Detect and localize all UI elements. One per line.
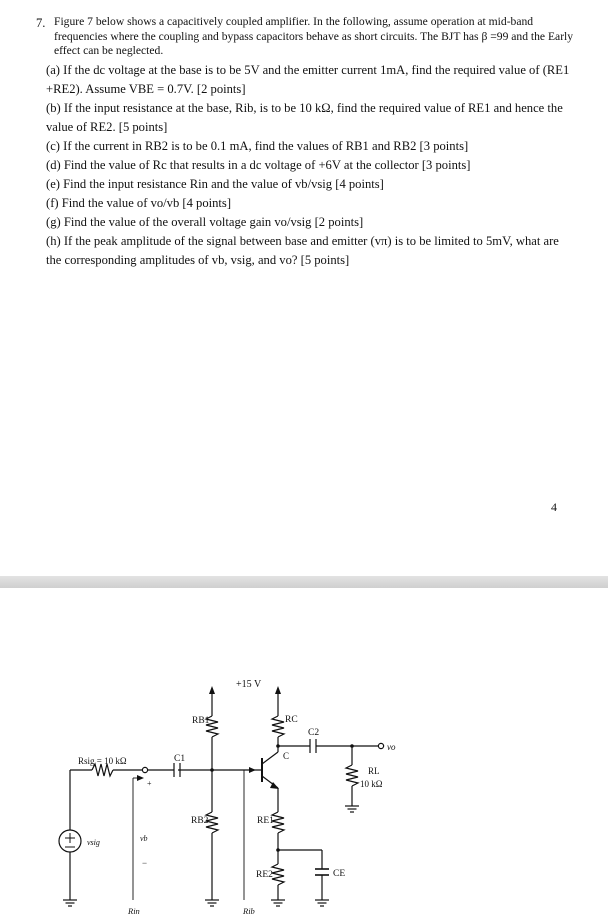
- part-g: (g) Find the value of the overall voltage gain vo/vsig [2 points]: [46, 214, 364, 229]
- question-intro-text: Figure 7 below shows a capacitively coupled amplifier. In the following, assume operation at mid-band frequencies where the coupling and bypass capacitors behave as short circuits. The BJT has β =99 and the Early effect can be neglected.: [54, 15, 574, 57]
- part-a: (a) If the dc voltage at the base is to be 5V and the emitter current 1mA, find the required value of (RE1 +RE2). Assume VBE = 0.7V. [2 points]: [46, 62, 570, 96]
- page-number: 4: [551, 500, 557, 514]
- part-h: (h) If the peak amplitude of the signal between base and emitter (vπ) is to be limited to 5mV, what are the corresponding amplitudes of vb, vsig, and vo? [5 points]: [46, 233, 559, 267]
- rb2-label: RB2: [191, 816, 209, 826]
- c2-capacitor: [310, 739, 316, 753]
- rc-label: RC: [285, 715, 298, 725]
- rib-label: Rib: [243, 906, 255, 916]
- supply-arrow-right: [275, 686, 281, 714]
- question-parts: [46, 61, 576, 270]
- part-d: (d) Find the value of Rc that results in a dc voltage of +6V at the collector [3 points]: [46, 157, 471, 172]
- amplifier-circuit-diagram: [0, 588, 608, 918]
- ground-rb2: [205, 900, 219, 906]
- part-f: (f) Find the value of vo/vb [4 points]: [46, 195, 232, 210]
- part-c: (c) If the current in RB2 is to be 0.1 mA, find the values of RB1 and RB2 [3 points]: [46, 138, 469, 153]
- rb2-resistor: [206, 770, 218, 900]
- supply-label: +15 V: [236, 679, 262, 690]
- vb-minus: −: [142, 858, 148, 868]
- question-intro: [36, 14, 576, 59]
- ce-capacitor: [315, 850, 329, 906]
- re1-label: RE1: [257, 816, 274, 826]
- question-7: [36, 14, 576, 270]
- re2-resistor: [271, 864, 285, 906]
- ce-label: CE: [333, 869, 346, 879]
- re2-label: RE2: [256, 870, 273, 880]
- rib-indicator: [244, 767, 256, 900]
- bjt-transistor: [262, 752, 279, 789]
- question-number: 7.: [36, 16, 46, 30]
- rl-resistor: [345, 746, 359, 812]
- rsig-label: Rsig = 10 kΩ: [78, 756, 127, 766]
- collector-node-label: C: [283, 751, 290, 761]
- vsig-source: [59, 830, 81, 852]
- vsig-label: vsig: [87, 838, 100, 847]
- rl-value-label: 10 kΩ: [360, 779, 383, 789]
- vb-label: vb: [140, 834, 148, 843]
- c2-label: C2: [308, 728, 320, 738]
- figure-page: [0, 588, 608, 918]
- vo-label: vo: [387, 742, 396, 752]
- input-terminal: [142, 767, 147, 772]
- part-e: (e) Find the input resistance Rin and the value of vb/vsig [4 points]: [46, 176, 384, 191]
- part-b: (b) If the input resistance at the base, Rib, is to be 10 kΩ, find the required value of RE1 and hence the value of RE2. [5 points]: [46, 100, 563, 134]
- rin-label: Rin: [128, 906, 140, 916]
- supply-arrow-left: [209, 686, 215, 714]
- rb1-label: RB1: [192, 716, 210, 726]
- c1-label: C1: [174, 754, 186, 764]
- vb-plus: +: [147, 779, 152, 788]
- rl-label: RL: [368, 766, 380, 776]
- output-terminal: [378, 743, 383, 748]
- page-separator: [0, 576, 608, 588]
